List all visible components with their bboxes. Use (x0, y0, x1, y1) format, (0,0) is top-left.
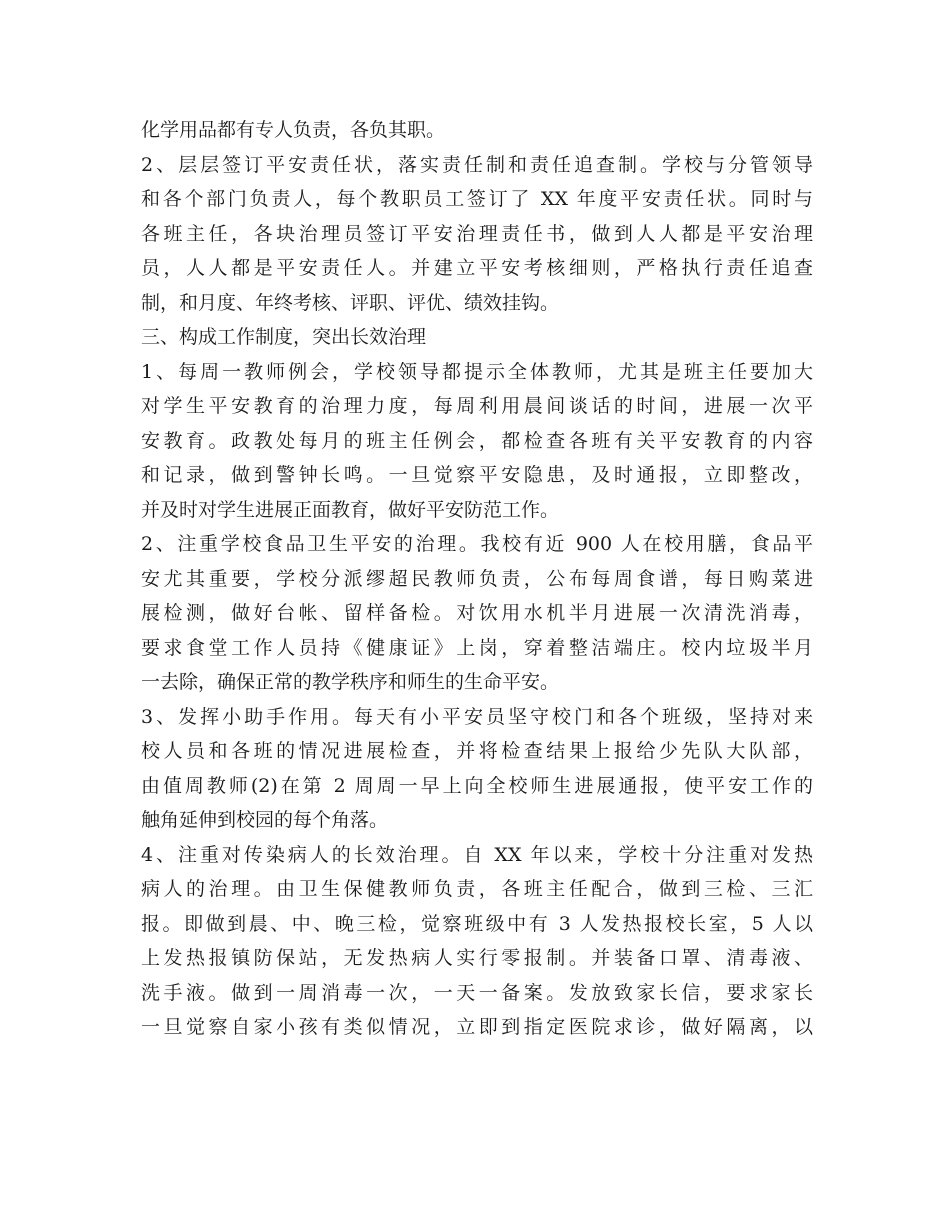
text-line: 安教育。政教处每月的班主任例会，都检查各班有关平安教育的内容 (141, 429, 813, 452)
text-line: 安尤其重要，学校分派缪超民教师负责，公布每周食谱，每日购菜进 (141, 567, 813, 590)
text-line: 报。即做到晨、中、晚三检，觉察班级中有 3 人发热报校长室，5 人以 (141, 912, 813, 935)
text-line: 校人员和各班的情况进展检查，并将检查结果上报给少先队大队部， (141, 740, 813, 762)
text-line: 洗手液。做到一周消毒一次，一天一备案。发放致家长信，要求家长 (141, 981, 813, 1004)
text-line: 一旦觉察自家小孩有类似情况，立即到指定医院求诊，做好隔离，以 (141, 1016, 813, 1038)
text-line: 和记录，做到警钟长鸣。一旦觉察平安隐患，及时通报，立即整改， (141, 464, 813, 486)
text-line: 3、发挥小助手作用。每天有小平安员坚守校门和各个班级，坚持对来 (141, 705, 813, 728)
text-line: 员，人人都是平安责任人。并建立平安考核细则，严格执行责任追查 (141, 257, 813, 279)
text-line: 一去除，确保正常的教学秩序和师生的生命平安。 (141, 671, 560, 693)
text-line: 并及时对学生进展正面教育，做好平安防范工作。 (141, 498, 560, 521)
text-line: 化学用品都有专人负责，各负其职。 (141, 119, 446, 141)
text-line: 触角延伸到校园的每个角落。 (141, 809, 389, 831)
text-line: 和各个部门负责人，每个教职员工签订了 XX 年度平安责任状。同时与 (141, 188, 813, 210)
text-line: 4、注重对传染病人的长效治理。自 XX 年以来，学校十分注重对发热 (141, 843, 813, 866)
text-line: 要求食堂工作人员持《健康证》上岗，穿着整洁端庄。校内垃圾半月 (141, 636, 813, 659)
text-line: 2、层层签订平安责任状，落实责任制和责任追查制。学校与分管领导 (141, 153, 813, 176)
text-line: 对学生平安教育的治理力度，每周利用晨间谈话的时间，进展一次平 (141, 395, 813, 417)
text-line: 由值周教师(2)在第 2 周周一早上向全校师生进展通报，使平安工作的 (141, 774, 813, 797)
text-line: 2、注重学校食品卫生平安的治理。我校有近 900 人在校用膳，食品平 (141, 533, 813, 555)
section-heading: 三、构成工作制度，突出长效治理 (141, 326, 427, 348)
document-body (141, 113, 813, 1045)
text-line: 病人的治理。由卫生保健教师负责，各班主任配合，做到三检、三汇 (141, 878, 813, 900)
text-line: 制，和月度、年终考核、评职、评优、绩效挂钩。 (141, 291, 560, 314)
text-line: 展检测，做好台帐、留样备检。对饮用水机半月进展一次清洗消毒， (141, 602, 813, 624)
text-line: 各班主任，各块治理员签订平安治理责任书，做到人人都是平安治理 (141, 222, 813, 245)
text-line: 上发热报镇防保站，无发热病人实行零报制。并装备口罩、清毒液、 (141, 947, 813, 969)
text-line: 1、每周一教师例会，学校领导都提示全体教师，尤其是班主任要加大 (141, 360, 813, 383)
